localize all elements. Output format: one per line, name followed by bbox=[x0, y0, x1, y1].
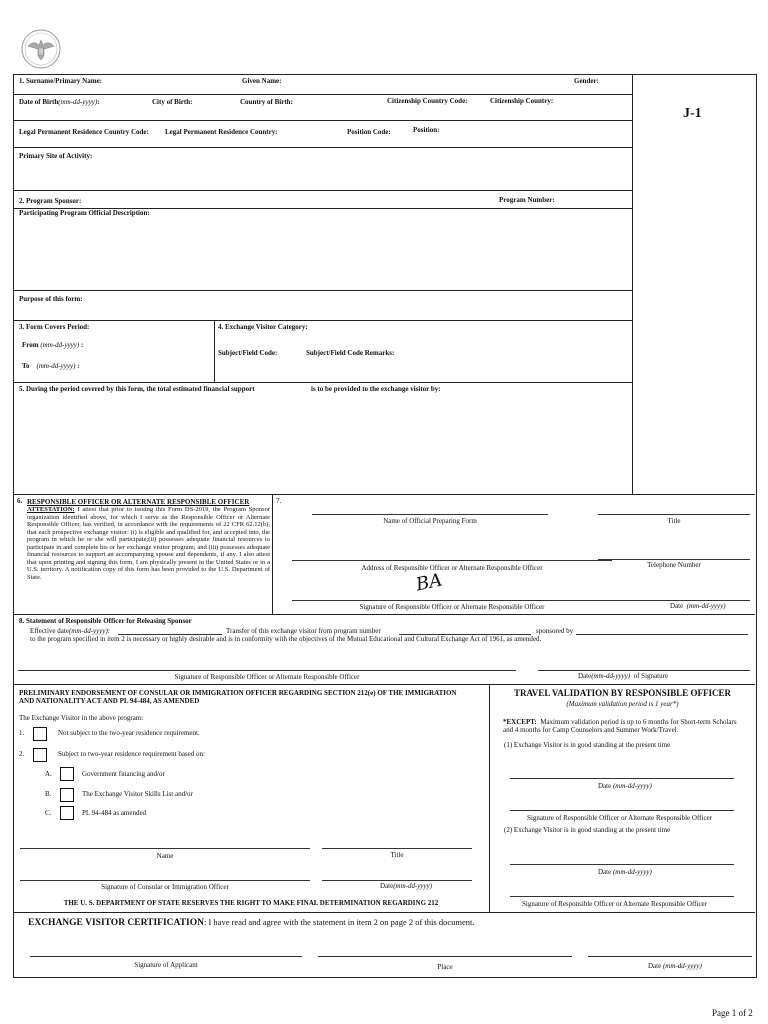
officer-date-label: Date(mm-dd-yyyy) bbox=[380, 882, 433, 890]
travel-signature1-label: Signature of Responsible Officer or Alternate Responsible Officer bbox=[527, 814, 712, 822]
us-seal-emblem bbox=[20, 28, 62, 70]
endorsement-intro: The Exchange Visitor in the above program: bbox=[19, 714, 144, 722]
option2-number: 2. bbox=[19, 750, 25, 758]
skills-list-checkbox[interactable] bbox=[60, 788, 74, 802]
place-label: Place bbox=[437, 963, 453, 971]
financial-support-label-a: 5. During the period covered by this form, the total estimated financial support bbox=[19, 385, 255, 393]
officer-signature-label: Signature of Consular or Immigration Officer bbox=[101, 883, 229, 891]
department-reserves-notice: THE U. S. DEPARTMENT OF STATE RESERVES THE RIGHT TO MAKE FINAL DETERMINATION REGARDING 212 bbox=[63, 899, 439, 907]
lpr-code-label: Legal Permanent Residence Country Code: bbox=[19, 128, 149, 136]
attestation-text: ATTESTATION: I attest that prior to issuing this Form DS-2019, the Program Sponsor organization identified above, for which I serve as the Responsible Officer or Alternate Responsible Officer, has verified, in accordance with the requirements of 22 CFR 62.12(b), that each prospective exchange visitor: (i) is eligible and qualified for, and accepted into, the program in which he or she will participate;(ii) possesses adequate financial resources to participate in and complete his or her exchange visitor program; and (iii) possesses adequate financial resources to support an accompanying spouse and dependents, if any. I also attest that upon printing and signing this form, I am physically present in the United States or in a U.S. territory. A notification copy of this form has been provided to the U.S. Department of State. bbox=[27, 506, 270, 581]
ro-attestation-heading: RESPONSIBLE OFFICER OR ALTERNATE RESPONSIBLE OFFICER bbox=[27, 498, 250, 506]
exchange-visitor-category-label: 4. Exchange Visitor Category: bbox=[218, 323, 308, 331]
subC-label: PL 94-484 as amended bbox=[82, 809, 147, 817]
releasing-date-label: Date(mm-dd-yyyy) of Signature bbox=[578, 672, 669, 680]
subB-label: The Exchange Visitor Skills List and/or bbox=[82, 790, 193, 798]
surname-label: 1. Surname/Primary Name: bbox=[19, 77, 103, 85]
transfer-conformity-text: to the program specified in item 2 is necessary or highly desirable and is in conformity with the objectives of the Mutual Educational and Cultural Exchange Act of 1961, as amended. bbox=[30, 635, 542, 643]
travel-date1-label: Date (mm-dd-yyyy) bbox=[598, 782, 652, 790]
official-description-label: Participating Program Official Description: bbox=[19, 209, 150, 217]
citizenship-code-label: Citizenship Country Code: bbox=[387, 97, 468, 105]
eagle-seal-icon bbox=[20, 28, 62, 70]
title-label: Title bbox=[667, 517, 681, 525]
gender-label: Gender: bbox=[574, 77, 599, 85]
pl-94-484-checkbox[interactable] bbox=[60, 806, 74, 820]
except-note: *EXCEPT: Maximum validation period is up to 6 months for Short-term Scholars and 4 months for Camp Counselors and Summer Work/Travel. bbox=[503, 718, 737, 734]
position-label: Position: bbox=[413, 126, 440, 134]
officer-title-label: Title bbox=[390, 851, 404, 859]
to-date-label: To (mm-dd-yyyy) : bbox=[22, 362, 80, 370]
financial-support-label-b: is to be provided to the exchange visitor by: bbox=[311, 385, 441, 393]
transfer-text: Transfer of this exchange visitor from program number bbox=[226, 627, 381, 635]
program-sponsor-label: 2. Program Sponsor: bbox=[19, 197, 82, 205]
officer-name-label: Name bbox=[156, 852, 174, 860]
ro-signature-mark: BA bbox=[414, 569, 445, 596]
exchange-visitor-certification: EXCHANGE VISITOR CERTIFICATION: I have read and agree with the statement in item 2 on page 2 of this document. bbox=[28, 917, 475, 928]
from-date-label: From (mm-dd-yyyy) : bbox=[22, 341, 84, 349]
telephone-label: Telephone Number bbox=[647, 561, 701, 569]
travel-validation-heading: TRAVEL VALIDATION BY RESPONSIBLE OFFICER bbox=[513, 688, 732, 698]
applicant-signature-label: Signature of Applicant bbox=[134, 961, 198, 969]
official-name-label: Name of Official Preparing Form bbox=[383, 517, 477, 525]
subA-letter: A. bbox=[45, 770, 52, 778]
government-financing-checkbox[interactable] bbox=[60, 767, 74, 781]
applicant-date-label: Date (mm-dd-yyyy) bbox=[648, 962, 702, 970]
option1-number: 1. bbox=[19, 729, 25, 737]
option2-label: Subject to two-year residence requirement based on: bbox=[58, 750, 205, 758]
citizenship-country-label: Citizenship Country: bbox=[490, 97, 554, 105]
given-name-label: Given Name: bbox=[242, 77, 282, 85]
effective-date-label: Effective date(mm-dd-yyyy): bbox=[30, 627, 110, 635]
subject-field-remarks-label: Subject/Field Code Remarks: bbox=[306, 349, 395, 357]
form-covers-label: 3. Form Covers Period: bbox=[19, 323, 90, 331]
preliminary-endorsement-heading: PRELIMINARY ENDORSEMENT OF CONSULAR OR IMMIGRATION OFFICER REGARDING SECTION 212(e) OF THE IMMIGRATION AND NATIONALITY ACT AND PL 94-484, AS AMENDED bbox=[19, 689, 457, 705]
section7-number: 7. bbox=[276, 497, 282, 505]
travel-date2-label: Date (mm-dd-yyyy) bbox=[598, 868, 652, 876]
subA-label: Government financing and/or bbox=[82, 770, 165, 778]
travel-signature2-label: Signature of Responsible Officer or Alternate Responsible Officer bbox=[522, 900, 707, 908]
section6-number: 6. bbox=[17, 497, 23, 505]
option2-checkbox[interactable] bbox=[33, 748, 47, 762]
ro-signature-label: Signature of Responsible Officer or Alternate Responsible Officer bbox=[359, 603, 545, 611]
page-number: Page 1 of 2 bbox=[712, 1008, 753, 1018]
visa-category: J-1 bbox=[683, 106, 702, 121]
section8-heading: 8. Statement of Responsible Officer for Releasing Sponsor bbox=[19, 617, 192, 625]
country-of-birth-label: Country of Birth: bbox=[240, 98, 293, 106]
subC-letter: C. bbox=[45, 809, 52, 817]
dob-label: Date of Birth(mm-dd-yyyy): bbox=[19, 98, 100, 106]
purpose-label: Purpose of this form: bbox=[19, 295, 83, 303]
city-of-birth-label: City of Birth: bbox=[152, 98, 193, 106]
sponsored-by-text: sponsored by bbox=[536, 627, 574, 635]
travel-item2: (2) Exchange Visitor is in good standing at the present time bbox=[504, 826, 671, 834]
primary-site-label: Primary Site of Activity: bbox=[19, 152, 93, 160]
position-code-label: Position Code: bbox=[347, 128, 391, 136]
releasing-ro-signature-label: Signature of Responsible Officer or Alternate Responsible Officer bbox=[174, 673, 360, 681]
ro-date-label: Date (mm-dd-yyyy) bbox=[670, 602, 726, 610]
travel-item1: (1) Exchange Visitor is in good standing at the present time bbox=[504, 741, 671, 749]
subB-letter: B. bbox=[45, 790, 52, 798]
subject-field-code-label: Subject/Field Code: bbox=[218, 349, 278, 357]
ro-address-label: Address of Responsible Officer or Alternate Responsible Officer bbox=[361, 564, 543, 572]
option1-label: Not subject to the two-year residence requirement. bbox=[58, 729, 200, 737]
max-validation-note: (Maximum validation period is 1 year*) bbox=[566, 700, 679, 708]
program-number-label: Program Number: bbox=[499, 196, 555, 204]
option1-checkbox[interactable] bbox=[33, 727, 47, 741]
lpr-country-label: Legal Permanent Residence Country: bbox=[165, 128, 278, 136]
